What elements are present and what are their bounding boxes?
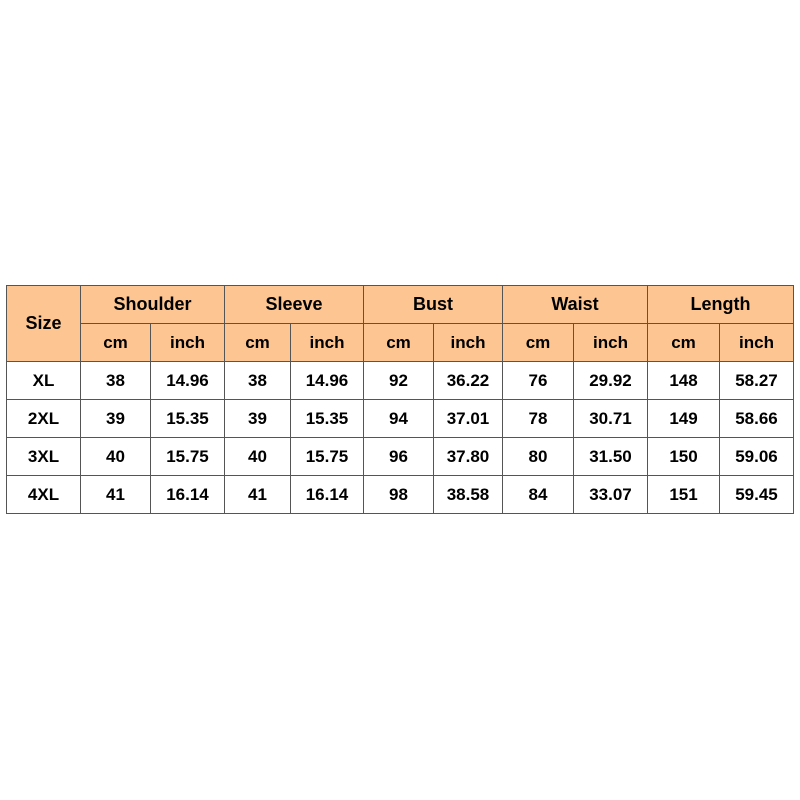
table-cell: 58.27 [720, 362, 794, 400]
table-cell: 40 [225, 438, 291, 476]
table-cell: 150 [648, 438, 720, 476]
table-cell: 59.06 [720, 438, 794, 476]
table-cell: 15.75 [291, 438, 364, 476]
table-cell: 58.66 [720, 400, 794, 438]
size-header: Size [7, 286, 81, 362]
shoulder-header: Shoulder [81, 286, 225, 324]
table-cell: 41 [225, 476, 291, 514]
table-row [7, 362, 794, 400]
table-cell: 149 [648, 400, 720, 438]
table-cell: 40 [81, 438, 151, 476]
unit-header: inch [434, 324, 503, 362]
size-cell: 4XL [7, 476, 81, 514]
table-cell: 76 [503, 362, 574, 400]
table-cell: 96 [364, 438, 434, 476]
header-group-row [7, 286, 794, 324]
sleeve-header: Sleeve [225, 286, 364, 324]
table-cell: 94 [364, 400, 434, 438]
table-cell: 38 [81, 362, 151, 400]
table-cell: 78 [503, 400, 574, 438]
table-cell: 84 [503, 476, 574, 514]
size-cell: XL [7, 362, 81, 400]
unit-header: cm [81, 324, 151, 362]
table-cell: 30.71 [574, 400, 648, 438]
table-cell: 29.92 [574, 362, 648, 400]
table-cell: 16.14 [151, 476, 225, 514]
unit-header: cm [503, 324, 574, 362]
table-cell: 151 [648, 476, 720, 514]
table-cell: 59.45 [720, 476, 794, 514]
table-cell: 14.96 [291, 362, 364, 400]
table-cell: 31.50 [574, 438, 648, 476]
size-cell: 2XL [7, 400, 81, 438]
table-cell: 41 [81, 476, 151, 514]
table-row [7, 400, 794, 438]
table-cell: 36.22 [434, 362, 503, 400]
unit-header: inch [574, 324, 648, 362]
unit-header: cm [364, 324, 434, 362]
table-cell: 38.58 [434, 476, 503, 514]
table-cell: 15.35 [151, 400, 225, 438]
bust-header: Bust [364, 286, 503, 324]
table-cell: 148 [648, 362, 720, 400]
unit-header: inch [720, 324, 794, 362]
unit-header: inch [151, 324, 225, 362]
unit-header: cm [225, 324, 291, 362]
table-cell: 38 [225, 362, 291, 400]
unit-header: cm [648, 324, 720, 362]
table-cell: 16.14 [291, 476, 364, 514]
table-cell: 15.75 [151, 438, 225, 476]
unit-header: inch [291, 324, 364, 362]
table-cell: 37.80 [434, 438, 503, 476]
table-cell: 39 [81, 400, 151, 438]
header-unit-row [7, 324, 794, 362]
table-row [7, 438, 794, 476]
waist-header: Waist [503, 286, 648, 324]
table-cell: 33.07 [574, 476, 648, 514]
size-chart-table [6, 285, 794, 514]
size-cell: 3XL [7, 438, 81, 476]
length-header: Length [648, 286, 794, 324]
table-cell: 92 [364, 362, 434, 400]
table-cell: 98 [364, 476, 434, 514]
table-row [7, 476, 794, 514]
table-cell: 80 [503, 438, 574, 476]
table-cell: 37.01 [434, 400, 503, 438]
table-cell: 39 [225, 400, 291, 438]
table-cell: 15.35 [291, 400, 364, 438]
table-cell: 14.96 [151, 362, 225, 400]
